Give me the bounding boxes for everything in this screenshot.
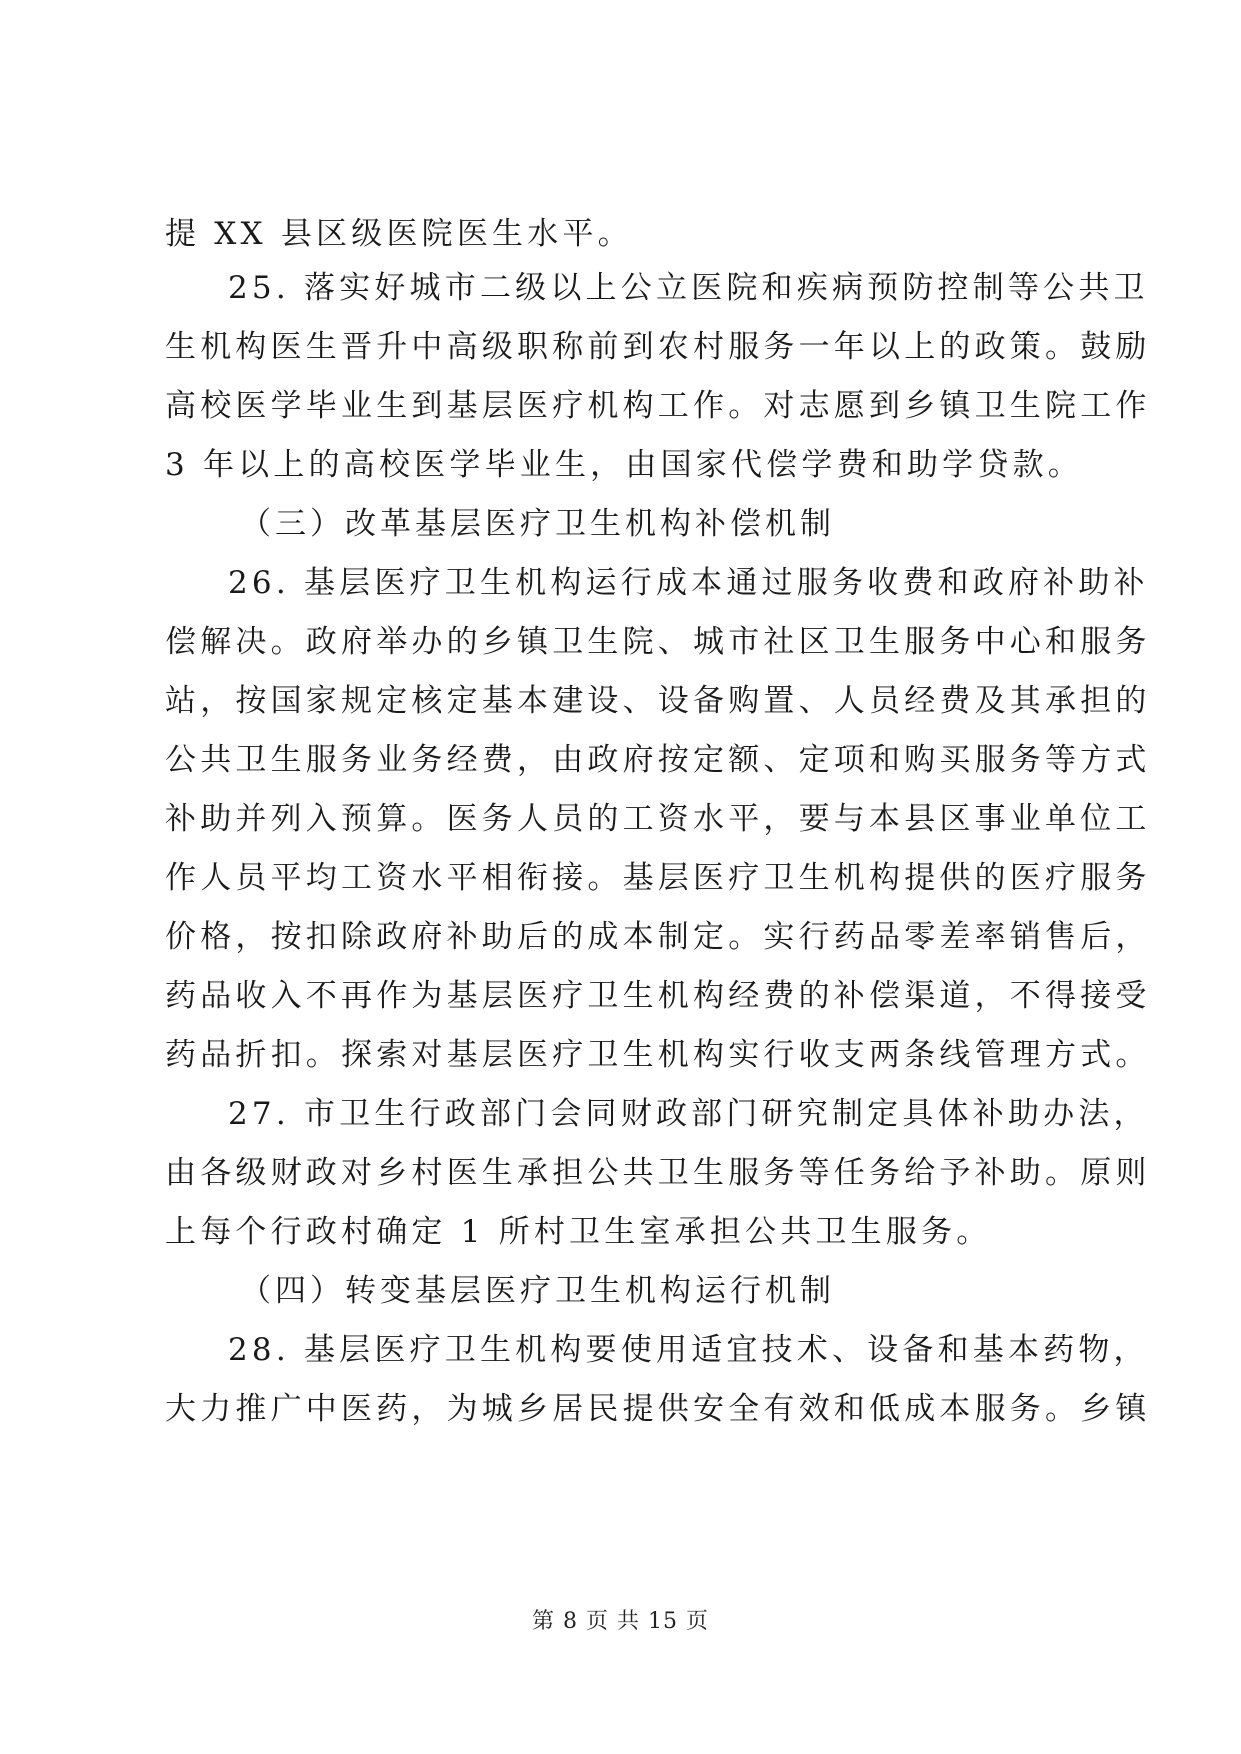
paragraph-25-start: 25. 落实好城市二级以上公立医院和疾病预防控制等公共卫 [228, 270, 1149, 306]
text-line: 药品收入不再作为基层医疗卫生机构经费的补偿渠道，不得接受 [165, 978, 1151, 1014]
section-heading-3: （三）改革基层医疗卫生机构补偿机制 [240, 506, 835, 542]
text-line: 大力推广中医药，为城乡居民提供安全有效和低成本服务。乡镇 [165, 1391, 1151, 1427]
text-line: 站，按国家规定核定基本建设、设备购置、人员经费及其承担的 [165, 683, 1151, 719]
section-heading-4: （四）转变基层医疗卫生机构运行机制 [240, 1273, 835, 1309]
text-line: 补助并列入预算。医务人员的工资水平，要与本县区事业单位工 [165, 801, 1151, 837]
text-line: 公共卫生服务业务经费，由政府按定额、定项和购买服务等方式 [165, 742, 1151, 778]
text-line: 上每个行政村确定 1 所村卫生室承担公共卫生服务。 [165, 1214, 992, 1250]
paragraph-26-start: 26. 基层医疗卫生机构运行成本通过服务收费和政府补助补 [228, 565, 1149, 601]
text-line: 价格，按扣除政府补助后的成本制定。实行药品零差率销售后， [165, 919, 1151, 955]
text-line: 偿解决。政府举办的乡镇卫生院、城市社区卫生服务中心和服务 [165, 624, 1151, 660]
text-line: 3 年以上的高校医学毕业生，由国家代偿学费和助学贷款。 [165, 447, 1083, 483]
text-line: 高校医学毕业生到基层医疗机构工作。对志愿到乡镇卫生院工作 [165, 388, 1151, 424]
text-line: 药品折扣。探索对基层医疗卫生机构实行收支两条线管理方式。 [165, 1037, 1151, 1073]
paragraph-28-start: 28. 基层医疗卫生机构要使用适宜技术、设备和基本药物， [228, 1332, 1149, 1368]
text-line: 提 XX 县区级医院医生水平。 [165, 216, 633, 252]
text-line: 由各级财政对乡村医生承担公共卫生服务等任务给予补助。原则 [165, 1155, 1151, 1191]
text-line: 生机构医生晋升中高级职称前到农村服务一年以上的政策。鼓励 [165, 329, 1151, 365]
paragraph-27-start: 27. 市卫生行政部门会同财政部门研究制定具体补助办法， [228, 1096, 1149, 1132]
page-number-footer: 第 8 页 共 15 页 [532, 1609, 709, 1634]
text-line: 作人员平均工资水平相衔接。基层医疗卫生机构提供的医疗服务 [165, 860, 1151, 896]
